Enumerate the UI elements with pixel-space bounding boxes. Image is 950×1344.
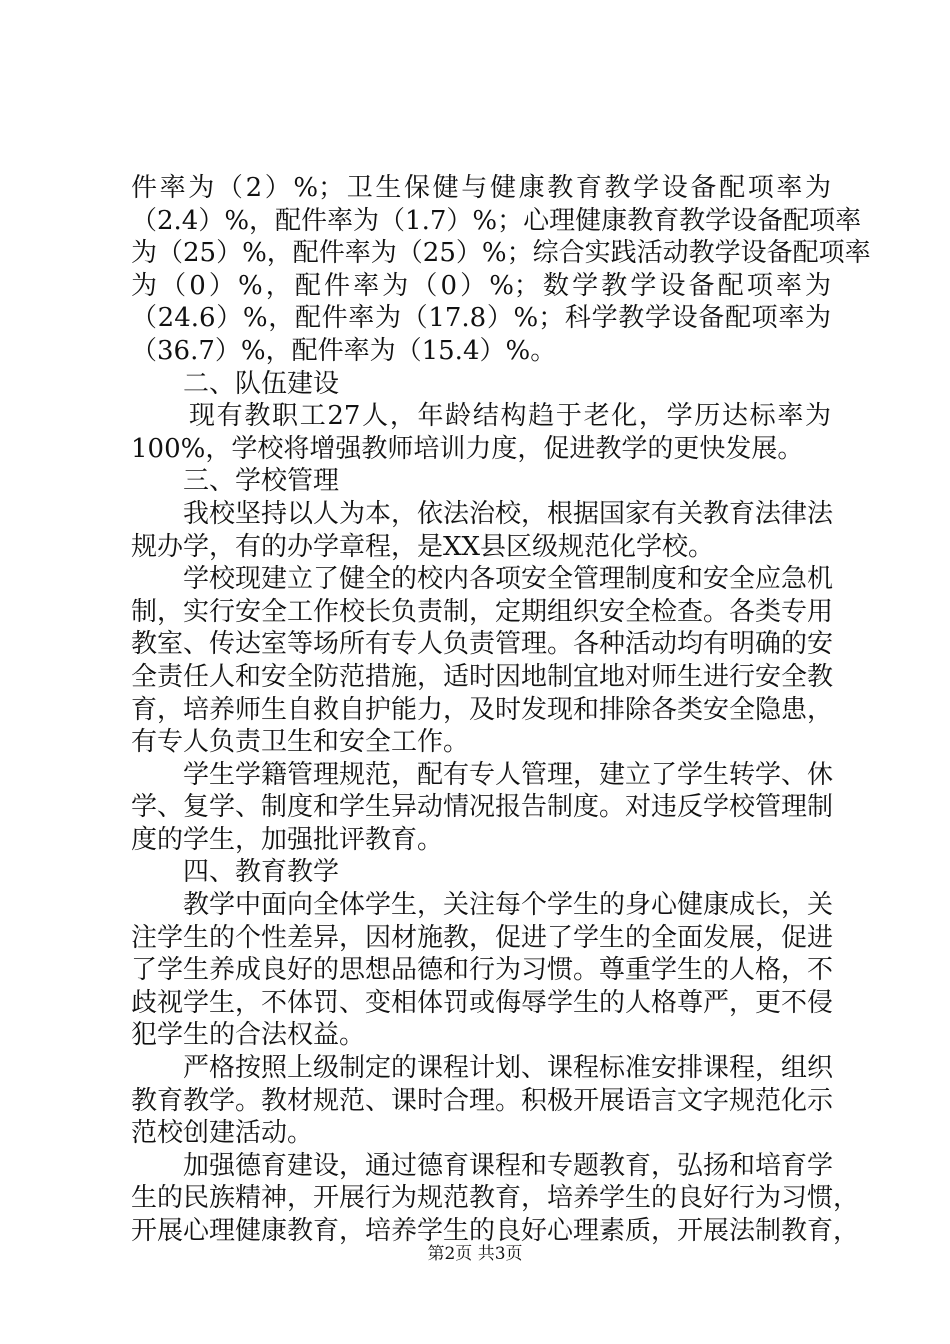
text-line: 三、学校管理 <box>183 466 340 497</box>
text-line: 有专人负责卫生和安全工作。 <box>131 727 470 758</box>
document-body <box>131 172 871 1248</box>
text-line: 制，实行安全工作校长负责制，定期组织安全检查。各类专用 <box>131 596 834 627</box>
text-line: 度的学生，加强批评教育。 <box>131 824 444 855</box>
text-line: 了学生养成良好的思想品德和行为习惯。尊重学生的人格，不 <box>131 955 834 986</box>
text-line: 我校坚持以人为本，依法治校，根据国家有关教育法律法 <box>183 498 834 529</box>
text-line: 严格按照上级制定的课程计划、课程标准安排课程，组织 <box>183 1053 834 1084</box>
text-line: 二、队伍建设 <box>183 368 340 399</box>
text-line: 学校现建立了健全的校内各项安全管理制度和安全应急机 <box>183 564 834 595</box>
text-line: 100%，学校将增强教师培训力度，促进教学的更快发展。 <box>131 433 804 464</box>
text-line: 犯学生的合法权益。 <box>131 1020 366 1051</box>
text-line: 加强德育建设，通过德育课程和专题教育，弘扬和培育学 <box>183 1150 834 1181</box>
text-line: 为（25）%，配件率为（25）%；综合实践活动教学设备配项率 <box>131 238 871 269</box>
text-line: （2.4）%，配件率为（1.7）%；心理健康教育教学设备配项率 <box>131 205 862 236</box>
page-footer: 第2页 共3页 <box>427 1244 523 1264</box>
text-line: 歧视学生，不体罚、变相体罚或侮辱学生的人格尊严，更不侵 <box>131 987 834 1018</box>
text-line: 注学生的个性差异，因材施教，促进了学生的全面发展，促进 <box>131 922 834 953</box>
text-line: 教育教学。教材规范、课时合理。积极开展语言文字规范化示 <box>131 1085 834 1116</box>
text-line: 为（0）%，配件率为（0）%；数学教学设备配项率为 <box>131 270 831 301</box>
text-line: 学生学籍管理规范，配有专人管理，建立了学生转学、休 <box>183 759 834 790</box>
text-line: 育，培养师生自救自护能力，及时发现和排除各类安全隐患， <box>131 694 834 725</box>
text-line: （24.6）%，配件率为（17.8）%；科学教学设备配项率为 <box>131 303 831 334</box>
text-line: 生的民族精神，开展行为规范教育，培养学生的良好行为习惯， <box>131 1183 860 1214</box>
text-line: 教学中面向全体学生，关注每个学生的身心健康成长，关 <box>183 890 834 921</box>
text-line: 学、复学、制度和学生异动情况报告制度。对违反学校管理制 <box>131 792 834 823</box>
text-line: 开展心理健康教育，培养学生的良好心理素质，开展法制教育， <box>131 1216 860 1246</box>
text-line: 四、教育教学 <box>183 857 340 888</box>
text-line: 全责任人和安全防范措施，适时因地制宜地对师生进行安全教 <box>131 661 834 692</box>
text-line: （36.7）%，配件率为（15.4）%。 <box>131 335 557 366</box>
text-line: 件率为（2）%；卫生保健与健康教育教学设备配项率为 <box>131 173 831 203</box>
text-line: 现有教职工27人，年龄结构趋于老化，学历达标率为 <box>189 401 831 432</box>
text-line: 规办学，有的办学章程，是XX县区级规范化学校。 <box>131 531 715 562</box>
text-line: 范校创建活动。 <box>131 1118 314 1149</box>
text-line: 教室、传达室等场所有专人负责管理。各种活动均有明确的安 <box>131 629 834 660</box>
